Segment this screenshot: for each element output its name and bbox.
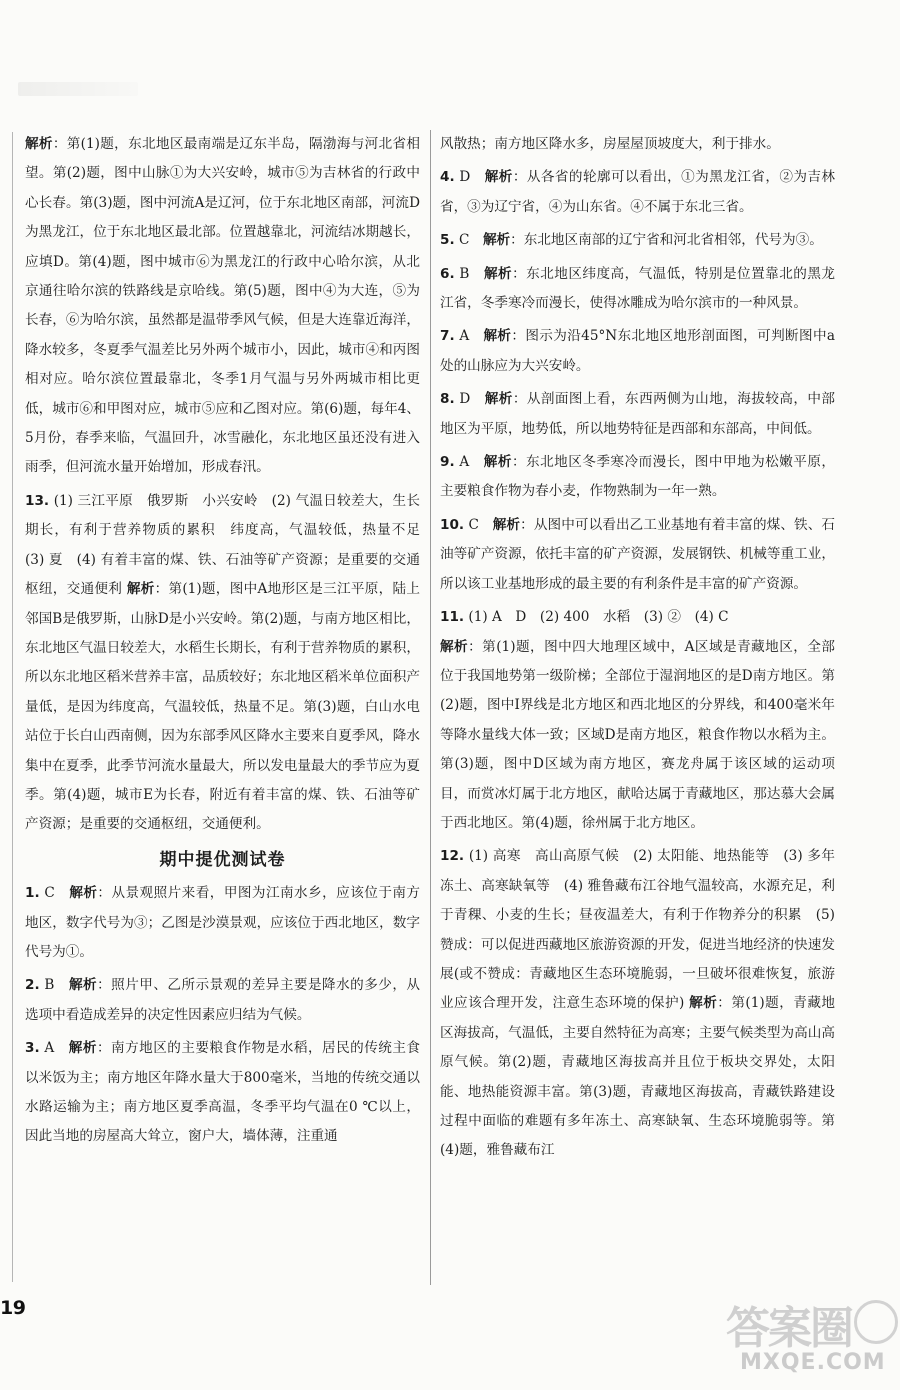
analysis-text: ：第(1)题，东北地区最南端是辽东半岛，隔渤海与河北省相望。第(2)题，图中山脉①为大兴安岭，城市⑤为吉林省的行政中心长春。第(3)题，图中河流A是辽河，位于东北地区南部，河流D为黑龙江，位于东北地区最北部。位置越靠北，河流结冰期越长，应填D。第(4)题，图中城市⑥为黑龙江的行政中心哈尔滨，从北京通往哈尔滨的铁路线是京哈线。第(5)题，图中④为大连，⑤为长春，⑥为哈尔滨，虽然都是温带季风气候，但是大连靠近海洋，降水较多，冬夏季气温差比另外两个城市小，因此，城市④和丙图相对应。哈尔滨位置最靠北，冬季1月气温与另外两城市相比更低，城市⑥和甲图对应，城市⑤应和乙图对应。第(6)题，每年4、5月份，春季来临，气温回升，冰雪融化，东北地区虽还没有进入雨季，但河流水量开始增加，形成春汛。 [25, 136, 420, 476]
question-number: 9. [440, 454, 455, 471]
q12-block [440, 842, 835, 1165]
answer-text: (1) 三江平原 俄罗斯 小兴安岭 (2) 气温日较差大，生长期长，有利于营养物质的累积 纬度高，气温较低，热量不足 (3) 夏 (4) 有着丰富的煤、铁、石油等矿产资源；是重要的交通枢纽，交通便利 [25, 492, 434, 598]
answer-choice: D [459, 169, 471, 186]
q6-block [440, 260, 835, 319]
question-number: 2. [25, 977, 40, 994]
answer-choice: A [459, 454, 470, 471]
analysis-text: ：第(1)题，青藏地区海拔高，气温低，主要自然特征为高寒；主要气候类型为高山高原气候。第(2)题，青藏地区海拔高并且位于板块交界处，太阳能、地热能资源丰富。第(3)题，青藏地区海拔高，青藏铁路建设过程中面临的难题有多年冻土、高寒缺氧、生态环境脆弱等。第(4)题，雅鲁藏布江 [440, 995, 835, 1159]
answer-text: (1) A D (2) 400 水稻 (3) ② (4) C [468, 609, 729, 626]
q1-block [25, 879, 420, 967]
analysis-label: 解析 [68, 1040, 97, 1057]
q5-block [440, 226, 835, 255]
question-number: 12. [440, 848, 465, 865]
q3-block [25, 1034, 420, 1152]
left-column [25, 130, 434, 1152]
question-number: 5. [440, 232, 455, 249]
answer-choice: D [459, 391, 471, 408]
analysis-text: ：东北地区纬度高，气温低，特别是位置靠北的黑龙江省，冬季寒冷而漫长，使得冰雕成为哈尔滨市的一种风景。 [440, 265, 836, 312]
answer-choice: A [459, 328, 470, 345]
q7-block [440, 322, 835, 381]
analysis-label: 解析 [484, 391, 513, 408]
header-band [18, 82, 138, 96]
analysis-label: 解析 [689, 995, 718, 1012]
question-number: 6. [440, 265, 455, 282]
section-title: 期中提优测试卷 [159, 849, 286, 870]
analysis-label: 解析 [483, 328, 512, 345]
analysis-text: ：照片甲、乙所示景观的差异主要是降水的多少，从选项中看造成差异的决定性因素应归结为气候。 [25, 977, 421, 1023]
question-number: 3. [25, 1040, 40, 1057]
analysis-label: 解析 [482, 232, 511, 249]
q3-continued: 风散热；南方地区降水多，房屋屋顶坡度大，利于排水。 [440, 136, 780, 152]
column-divider [430, 130, 431, 1285]
watermark-badge-icon [854, 1300, 898, 1344]
analysis-label: 解析 [440, 638, 469, 655]
analysis-text: ：东北地区冬季寒冷而漫长，图中甲地为松嫩平原，主要粮食作物为春小麦，作物熟制为一年一熟。 [440, 454, 836, 500]
margin-rule [12, 132, 13, 1282]
analysis-text: ：从图中可以看出乙工业基地有着丰富的煤、铁、石油等矿产资源，依托丰富的矿产资源，发展钢铁、机械等重工业，所以该工业基地形成的最主要的有利条件是丰富的矿产资源。 [440, 516, 836, 592]
right-column [440, 130, 835, 1166]
analysis-text: ：从剖面图上看，东西两侧为山地，海拔较高，中部地区为平原，地势低，所以地势特征是西部和东部高，中间低。 [440, 391, 836, 437]
analysis-label: 解析 [25, 136, 53, 152]
analysis-label: 解析 [483, 454, 512, 471]
analysis-text: ：从景观照片来看，甲图为江南水乡，应该位于南方地区，数字代号为③；乙图是沙漠景观，应该位于西北地区，数字代号为①。 [25, 885, 421, 960]
page-number: 19 [0, 1297, 26, 1319]
analysis-text: ：从各省的轮廓可以看出，①为黑龙江省，②为吉林省，③为辽宁省，④为山东省。④不属于东北三省。 [440, 169, 836, 215]
question-number: 1. [25, 885, 40, 902]
q10-block [440, 511, 835, 599]
question-number: 10. [440, 516, 465, 533]
q11-block [440, 603, 835, 838]
q9-block [440, 448, 835, 507]
analysis-label: 解析 [492, 516, 521, 533]
question-number: 11. [440, 609, 465, 626]
q4-block [440, 163, 835, 222]
analysis-text: ：第(1)题，图中A地形区是三江平原，陆上邻国B是俄罗斯，山脉D是小兴安岭。第(2)题，与南方地区相比，东北地区气温日较差大，水稻生长期长，有利于营养物质的累积，所以东北地区稻米营养丰富，品质较好；东北地区稻米单位面积产量低，是因为纬度高，气温较低，热量不足。第(3)题，白山水电站位于长白山西南侧，因为东部季风区降水主要来自夏季风，降水集中在夏季，此季节河流水量最大，所以发电量最大的季节应为夏季。第(4)题，城市E为长春，附近有着丰富的煤、铁、石油等矿产资源；是重要的交通枢纽，交通便利。 [25, 581, 421, 833]
q12-analysis-continued [25, 130, 420, 483]
question-number: 8. [440, 391, 455, 408]
question-number: 7. [440, 328, 455, 345]
analysis-text: ：图示为沿45°N东北地区地形剖面图，可判断图中a处的山脉应为大兴安岭。 [440, 328, 836, 374]
watermark-logo [706, 1292, 894, 1384]
analysis-label: 解析 [484, 169, 513, 186]
q8-block [440, 385, 835, 444]
answer-choice: C [44, 885, 55, 902]
analysis-label: 解析 [68, 977, 98, 994]
answer-choice: B [44, 977, 55, 994]
analysis-text: ：第(1)题，图中四大地理区域中，A区域是青藏地区，全部位于我国地势第一级阶梯；全部位于湿润地区的是D南方地区。第(2)题，图中Ⅰ界线是北方地区和西北地区的分界线，和400毫米年等降水量线大体一致；区域D是南方地区，粮食作物以水稻为主。第(3)题，图中D区域为南方地区，赛龙舟属于该区域的运动项目，而赏冰灯属于北方地区，献哈达属于青藏地区，那达慕大会属于西北地区。第(4)题，徐州属于北方地区。 [440, 638, 836, 831]
answer-choice: C [458, 232, 470, 249]
analysis-label: 解析 [69, 885, 98, 902]
question-number: 13. [25, 492, 50, 509]
answer-text: (1) 高寒 高山高原气候 (2) 太阳能、地热能等 (3) 多年冻土、高寒缺氧等 (4) 雅鲁藏布江谷地气温较高，水源充足，利于青稞、小麦的生长；昼夜温差大，有利于作物养分的积累 (5) 赞成：可以促进西藏地区旅游资源的开发，促进当地经济的快速发展(或不赞成：青藏地区生态环境脆弱，一旦破坏很难恢复，旅游业应该合理开发，注意生态环境的保护) [440, 848, 835, 1012]
analysis-text: ：东北地区南部的辽宁省和河北省相邻，代号为③。 [510, 232, 823, 249]
answer-choice: C [468, 516, 479, 533]
analysis-label: 解析 [483, 265, 513, 282]
answer-choice: B [459, 265, 470, 282]
question-number: 4. [440, 169, 455, 186]
analysis-text: ：南方地区的主要粮食作物是水稻，居民的传统主食以米饭为主；南方地区年降水量大于800毫米，当地的传统交通以水路运输为主；南方地区夏季高温，冬季平均气温在0 ℃以上，因此当地的房屋高大耸立，窗户大，墙体薄，注重通 [25, 1040, 421, 1145]
watermark-cn: 答案圈 [726, 1303, 852, 1354]
q13-block [25, 487, 434, 840]
analysis-label: 解析 [126, 581, 155, 598]
answer-choice: A [44, 1040, 55, 1057]
q2-block [25, 971, 420, 1030]
watermark-en: MXQE.COM [740, 1350, 886, 1375]
